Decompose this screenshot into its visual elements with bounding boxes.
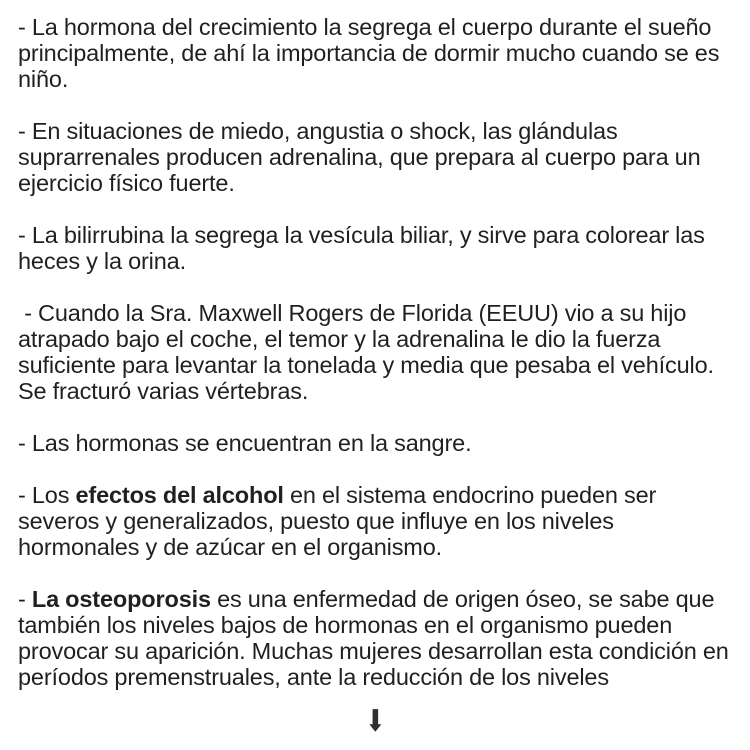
paragraph-tail-text: es una enfermedad de origen óseo, se sabe que también los niveles bajos de hormonas en el organismo pueden provocar su aparición. Muchas mujeres desarrollan esta condición en períodos premenstruales, ante la reducción de los niveles xyxy=(18,586,735,690)
paragraph-adrenalina: - En situaciones de miedo, angustia o shock, las glándulas suprarrenales producen adrenalina, que prepara al cuerpo para un ejercicio físico fuerte. xyxy=(18,118,707,196)
continuation-marker xyxy=(0,704,750,739)
document-body xyxy=(18,14,736,690)
arrow-down-icon: ⬇ xyxy=(364,704,386,739)
paragraph-hormonas-sangre: - Las hormonas se encuentran en la sangre. xyxy=(18,430,472,456)
paragraph-lead-text: - Los xyxy=(18,482,76,508)
paragraph-lead-text: - xyxy=(18,586,32,612)
paragraph-bilirrubina: - La bilirrubina la segrega la vesícula biliar, y sirve para colorear las heces y la orina. xyxy=(18,222,711,274)
paragraph-osteoporosis xyxy=(18,586,736,690)
paragraph-hormona-crecimiento: - La hormona del crecimiento la segrega el cuerpo durante el sueño principalmente, de ahí la importancia de dormir mucho cuando se es niño. xyxy=(18,14,726,92)
emphasis-efectos-del-alcohol: efectos del alcohol xyxy=(75,482,284,508)
paragraph-tail-text: en el sistema endocrino pueden ser severos y generalizados, puesto que influye en los niveles hormonales y de azúcar en el organismo. xyxy=(18,482,663,560)
emphasis-la-osteoporosis: La osteoporosis xyxy=(31,586,211,612)
paragraph-efectos-alcohol xyxy=(18,482,736,560)
paragraph-maxwell-rogers: - Cuando la Sra. Maxwell Rogers de Florida (EEUU) vio a su hijo atrapado bajo el coche, el temor y la adrenalina le dio la fuerza suficiente para levantar la tonelada y media que pesaba el vehículo. Se fracturó varias vértebras. xyxy=(18,300,721,404)
